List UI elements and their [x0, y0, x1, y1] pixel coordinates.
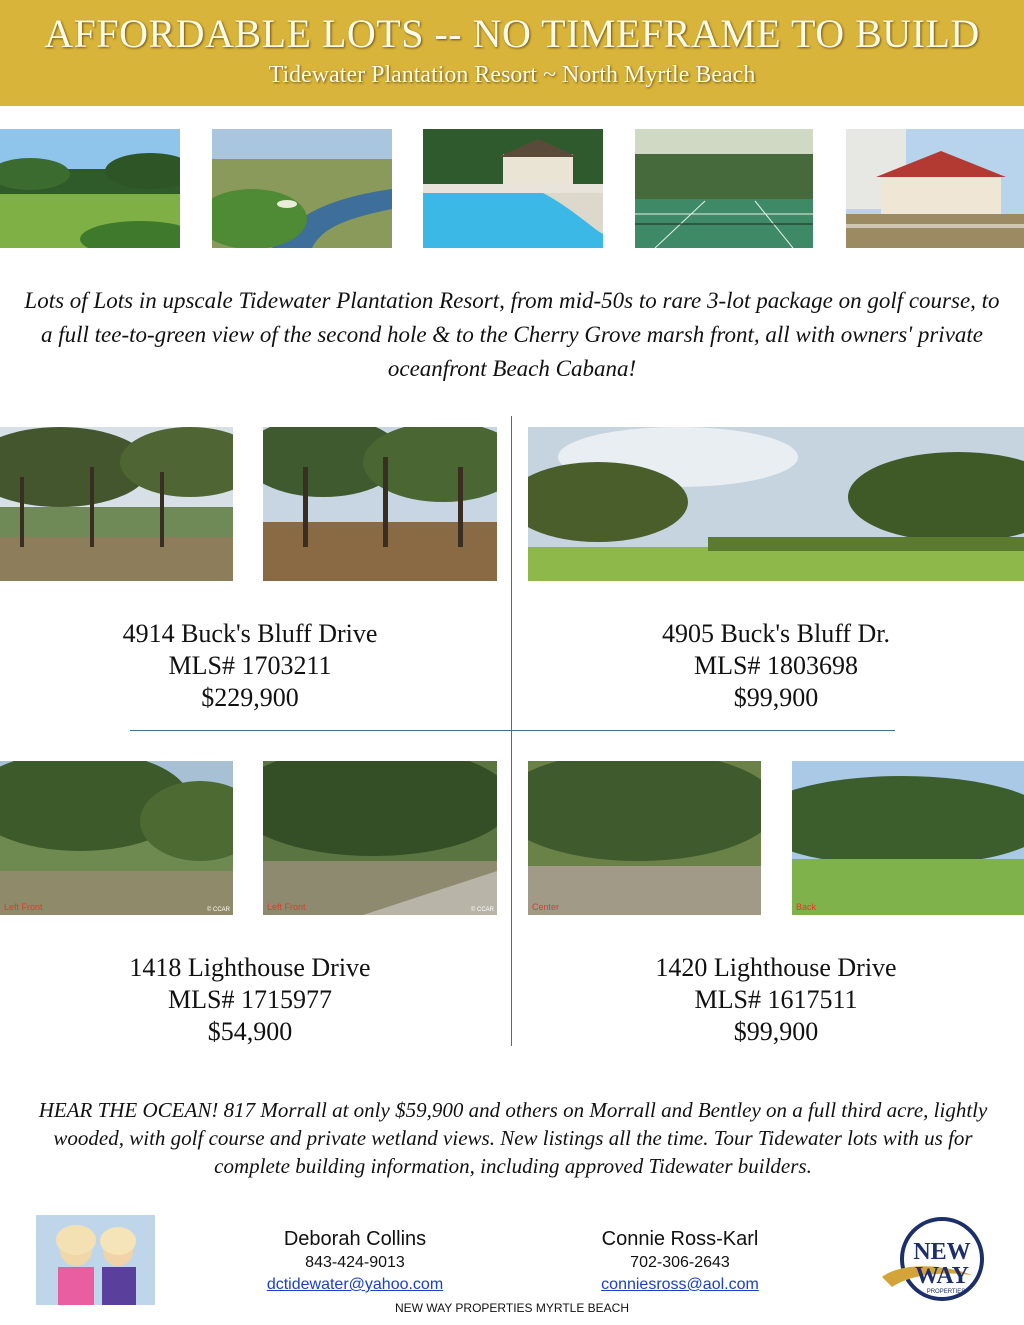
listing-mls: MLS# 1715977 — [168, 985, 332, 1014]
contact-card — [230, 1226, 480, 1296]
listing-photo — [528, 427, 1024, 581]
page-title: AFFORDABLE LOTS -- NO TIMEFRAME TO BUILD — [44, 11, 980, 56]
logo-text: NEW — [913, 1239, 971, 1265]
listing-card — [576, 618, 976, 714]
photo-caption: Center — [532, 902, 560, 912]
listing-card — [576, 952, 976, 1048]
beach-cabana-photo — [846, 129, 1024, 248]
vertical-divider — [511, 416, 512, 1046]
listing-photo — [263, 427, 497, 581]
page-subtitle: Tidewater Plantation Resort ~ North Myrtle Beach — [268, 62, 756, 88]
tennis-courts-photo — [635, 129, 813, 248]
contact-phone: 702-306-2643 — [630, 1254, 730, 1271]
listing-card — [50, 618, 450, 714]
pool-clubhouse-photo — [423, 129, 603, 248]
intro-paragraph: Lots of Lots in upscale Tidewater Plantation Resort, from mid-50s to rare 3-lot package on golf course, to a full tee-to-green view of the second hole & to the Cherry Grove marsh front, all with owners' private oceanfront Beach Cabana! — [24, 288, 1000, 381]
listing-card — [50, 952, 450, 1048]
contact-name: Connie Ross-Karl — [601, 1228, 759, 1250]
listing-price: $99,900 — [733, 1017, 819, 1046]
listing-photo — [0, 427, 233, 581]
contact-email-link[interactable]: conniesross@aol.com — [601, 1276, 759, 1293]
logo-text: WAY — [915, 1263, 969, 1289]
new-way-logo — [880, 1215, 990, 1307]
marsh-golf-hole-photo — [212, 129, 392, 248]
listing-address: 1420 Lighthouse Drive — [655, 953, 897, 982]
contact-name: Deborah Collins — [283, 1228, 427, 1250]
listing-photo — [0, 761, 233, 915]
listing-photo — [528, 761, 761, 915]
photo-copyright: © CCAR — [470, 907, 494, 913]
listing-mls: MLS# 1803698 — [694, 651, 858, 680]
closing-paragraph: HEAR THE OCEAN! 817 Morrall at only $59,900 and others on Morrall and Bentley on a full third acre, lightly wooded, with golf course and private wetland views. New listings all the time. Tour Tidewater lots with us for complete building information, including approved Tidewater builders. — [38, 1098, 988, 1178]
golf-course-photo — [0, 129, 180, 248]
listing-photo — [263, 761, 497, 915]
listing-address: 1418 Lighthouse Drive — [129, 953, 371, 982]
logo-text: PROPERTIES — [926, 1289, 966, 1295]
listing-price: $99,900 — [733, 683, 819, 712]
listing-price: $229,900 — [201, 683, 299, 712]
listing-mls: MLS# 1703211 — [168, 651, 332, 680]
listing-price: $54,900 — [207, 1017, 293, 1046]
contact-phone: 843-424-9013 — [305, 1254, 405, 1271]
listing-mls: MLS# 1617511 — [694, 985, 858, 1014]
header-banner — [0, 0, 1024, 106]
photo-copyright: © CCAR — [206, 907, 230, 913]
agents-photo — [36, 1215, 155, 1305]
listing-address: 4905 Buck's Bluff Dr. — [661, 619, 891, 648]
photo-caption: Back — [796, 902, 817, 912]
contact-email-link[interactable]: dctidewater@yahoo.com — [266, 1276, 444, 1293]
photo-caption: Left Front — [4, 902, 43, 912]
horizontal-divider — [130, 730, 895, 731]
footer-text: NEW WAY PROPERTIES MYRTLE BEACH — [394, 1301, 630, 1315]
listing-photo — [792, 761, 1024, 915]
photo-caption: Left Front — [267, 902, 306, 912]
listing-address: 4914 Buck's Bluff Drive — [122, 619, 378, 648]
contact-card — [555, 1226, 805, 1296]
